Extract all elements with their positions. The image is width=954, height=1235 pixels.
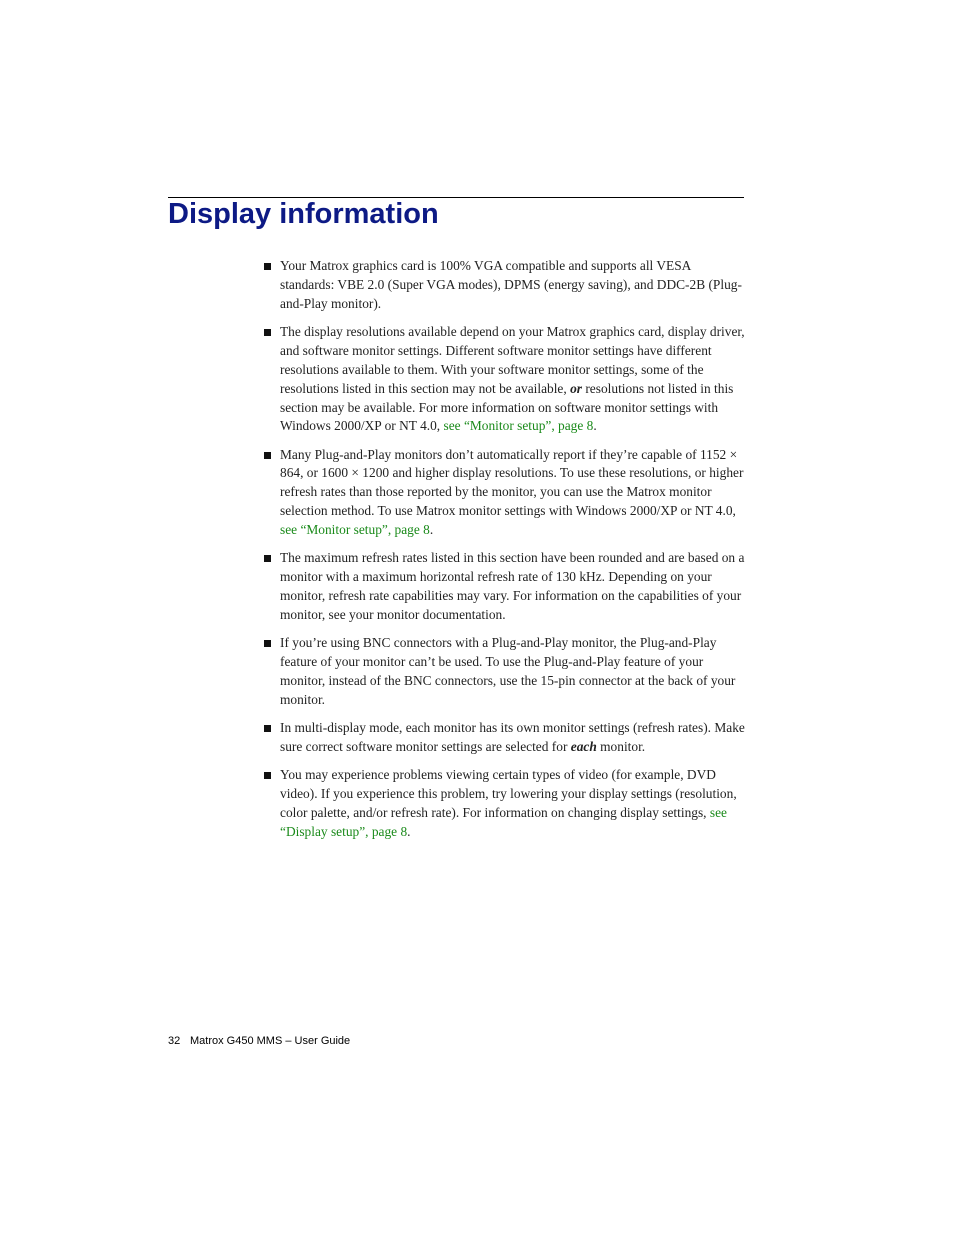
bullet-square-icon [264, 725, 271, 732]
footer-title: Matrox G450 MMS – User Guide [190, 1035, 351, 1047]
bullet-item [262, 446, 746, 541]
cross-reference-link[interactable]: see “Monitor setup”, page 8 [443, 418, 594, 434]
bullet-item [262, 719, 746, 757]
page-number: 32 [168, 1035, 181, 1047]
page-title: Display information [168, 198, 439, 230]
bullet-text: monitor. [596, 738, 646, 754]
emphasis-text: or [570, 380, 582, 396]
cross-reference-link[interactable]: see “Display setup”, page 8 [280, 804, 727, 839]
bullet-list [262, 257, 746, 851]
bullet-text: Many Plug-and-Play monitors don’t automatically report if they’re capable of 1152 × 864, or 1600 × 1200 and higher display resolutions. To use these resolutions, or higher refresh rates than those reported by the monitor, you can use the Matrox monitor selection method. To use Matrox monitor settings with Windows 2000/XP or NT 4.0, [280, 446, 744, 519]
bullet-square-icon [264, 329, 271, 336]
bullet-item [262, 549, 746, 625]
bullet-text: If you’re using BNC connectors with a Plug-and-Play monitor, the Plug-and-Play feature of your monitor can’t be used. To use the Plug-and-Play feature of your monitor, instead of the BNC connectors, use the 15-pin connector at the back of your monitor. [280, 635, 736, 707]
bullet-text: You may experience problems viewing certain types of video (for example, DVD video). If you experience this problem, try lowering your display settings (resolution, color palette, and/or refresh rate). For information on changing display settings, [280, 766, 737, 820]
bullet-square-icon [264, 772, 271, 779]
bullet-square-icon [264, 555, 271, 562]
cross-reference-link[interactable]: see “Monitor setup”, page 8 [280, 522, 430, 538]
emphasis-text: each [570, 738, 597, 754]
bullet-item [262, 634, 746, 710]
bullet-text: . [593, 418, 597, 434]
bullet-text: The display resolutions available depend on your Matrox graphics card, display driver, and software monitor settings. Different software monitor settings have different resolutions available to them. With your software monitor settings, some of the resolutions listed in this section may not be available, [280, 323, 745, 396]
bullet-text: Your Matrox graphics card is 100% VGA compatible and supports all VESA standards: VBE 2.0 (Super VGA modes), DPMS (energy saving), and DDC-2B (Plug-and-Play monitor). [280, 258, 742, 311]
bullet-square-icon [264, 640, 271, 647]
bullet-item [262, 257, 746, 314]
bullet-text: In multi-display mode, each monitor has its own monitor settings (refresh rates). Make sure correct software monitor settings are selected for [280, 719, 745, 754]
bullet-text: . [429, 522, 434, 538]
bullet-item [262, 323, 746, 436]
bullet-square-icon [264, 263, 271, 270]
bullet-text: . [407, 823, 411, 839]
bullet-text: resolutions not listed in this section may be available. For more information on software monitor settings with Windows 2000/XP or NT 4.0, [280, 380, 734, 434]
bullet-item [262, 766, 746, 842]
page-footer [168, 1035, 350, 1047]
bullet-square-icon [264, 452, 271, 459]
bullet-text: The maximum refresh rates listed in this section have been rounded and are based on a monitor with a maximum horizontal refresh rate of 130 kHz. Depending on your monitor, refresh rate capabilities may vary. For information on the capabilities of your monitor, see your monitor documentation. [280, 550, 745, 622]
